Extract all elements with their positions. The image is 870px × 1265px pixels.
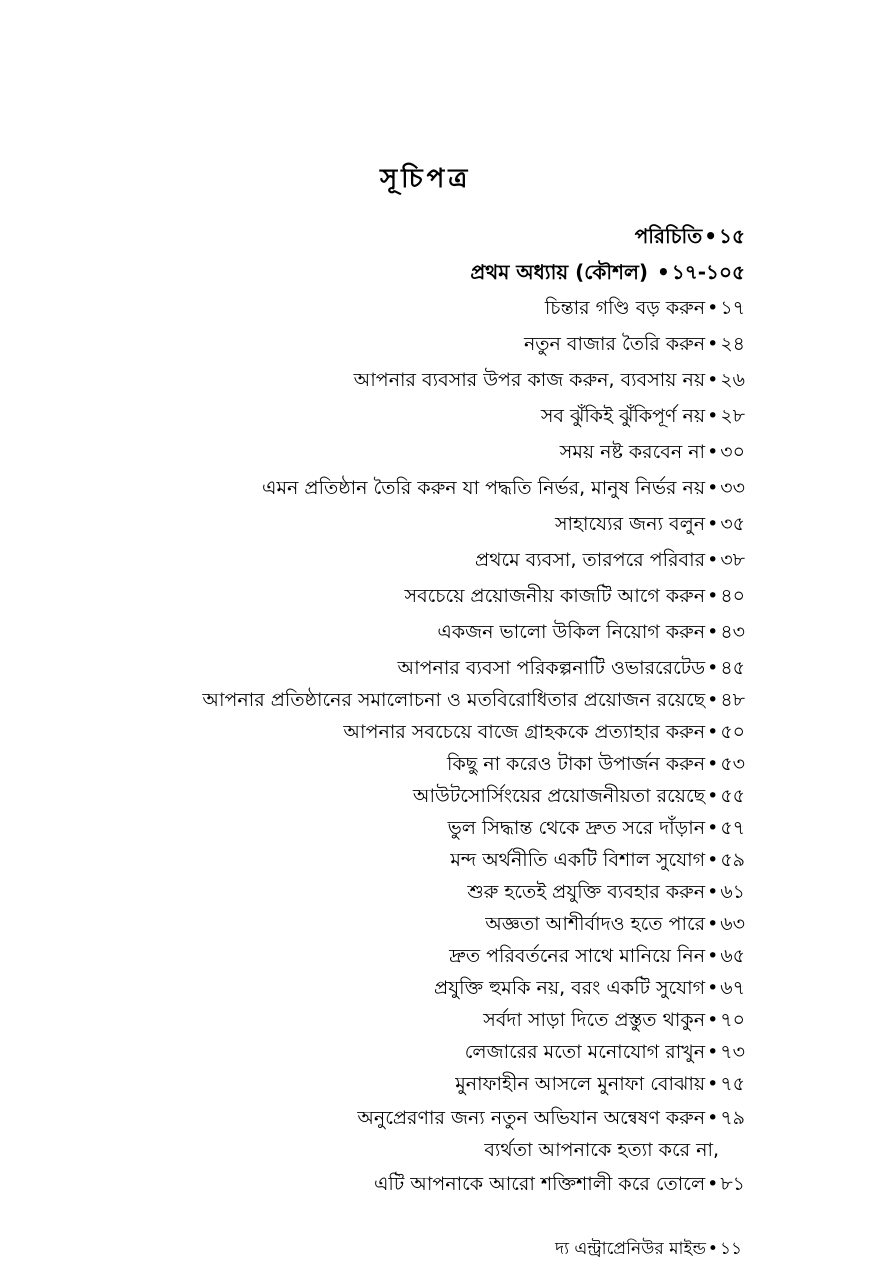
bullet-separator: • <box>707 1107 719 1129</box>
bullet-separator: • <box>707 369 719 391</box>
toc-entry <box>100 1140 745 1160</box>
toc-entry <box>100 442 745 462</box>
toc-entry-title: ভুল সিদ্ধান্ত থেকে দ্রুত সরে দাঁড়ান <box>447 817 706 839</box>
bullet-separator: • <box>707 441 719 463</box>
bullet-separator: • <box>707 1041 719 1063</box>
toc-entry-page: ৩৫ <box>720 513 745 535</box>
bullet-separator: • <box>707 689 719 711</box>
toc-entry-title: আপনার প্রতিষ্ঠানের সমালোচনা ও মতবিরোধিতার প্রয়োজন রয়েছে <box>202 689 706 711</box>
toc-entry-page: ৬৭ <box>720 977 745 999</box>
toc-entry <box>100 786 745 806</box>
toc-entry-page: ১৭ <box>720 297 745 319</box>
toc-entry-page: ৩০ <box>720 441 745 463</box>
toc-entry-title: সময় নষ্ট করবেন না <box>559 441 706 463</box>
toc-entry-page: ৭০ <box>720 1009 745 1031</box>
toc-entry <box>100 1174 745 1194</box>
toc-entry-title: এটি আপনাকে আরো শক্তিশালী করে তোলে <box>373 1173 706 1195</box>
toc-entry-title: প্রযুক্তি হুমকি নয়, বরং একটি সুযোগ <box>434 977 706 999</box>
toc-entry-title: আপনার ব্যবসা পরিকল্পনাটি ওভাররেটেড <box>397 657 706 679</box>
bullet-separator: • <box>707 785 719 807</box>
toc-entry <box>100 818 745 838</box>
toc-entry <box>100 622 745 642</box>
toc-entry-title: অনুপ্রেরণার জন্য নতুন অভিযান অন্বেষণ করুন <box>357 1107 706 1129</box>
toc-entry-page: ২৮ <box>720 405 745 427</box>
toc-entry-title: একজন ভালো উকিল নিয়োগ করুন <box>437 621 706 643</box>
toc-entry <box>100 978 745 998</box>
toc-entry-title: মন্দ অর্থনীতি একটি বিশাল সুযোগ <box>450 849 706 871</box>
toc-entry-page: ৬৫ <box>720 945 745 967</box>
toc-entry-title: সব ঝুঁকিই ঝুঁকিপূর্ণ নয় <box>540 405 706 427</box>
toc-entry-page: ৫৯ <box>720 849 745 871</box>
toc-entry <box>100 1074 745 1094</box>
footer-page-number: ১১ <box>719 1239 742 1259</box>
toc-entry <box>100 882 745 902</box>
bullet-separator: • <box>704 224 718 248</box>
toc-entry-page: ৬৩ <box>720 913 745 935</box>
toc-entry <box>100 226 745 246</box>
toc-entry-title: মুনাফাহীন আসলে মুনাফা বোঝায় <box>455 1073 706 1095</box>
bullet-separator: • <box>707 621 719 643</box>
toc-entry <box>100 478 745 498</box>
toc-entry-title: কিছু না করেও টাকা উপার্জন করুন <box>447 753 706 775</box>
toc-entry <box>100 658 745 678</box>
bullet-separator: • <box>707 585 719 607</box>
toc-entry-title: সর্বদা সাড়া দিতে প্রস্তুত থাকুন <box>483 1009 706 1031</box>
toc-entry-title: পরিচিতি <box>634 224 703 248</box>
bullet-separator: • <box>707 1073 719 1095</box>
toc-entry-title: এমন প্রতিষ্ঠান তৈরি করুন যা পদ্ধতি নির্ভর, মানুষ নির্ভর নয় <box>262 477 706 499</box>
toc-entry-page: ২৪ <box>720 333 745 355</box>
toc-entry-title: অজ্ঞতা আশীর্বাদও হতে পারে <box>485 913 706 935</box>
toc-entry-page: ১৫ <box>719 224 745 248</box>
toc-entry <box>100 914 745 934</box>
bullet-separator: • <box>707 817 719 839</box>
table-of-contents <box>100 226 745 1194</box>
toc-entry-title: আপনার ব্যবসার উপর কাজ করুন, ব্যবসায় নয় <box>353 369 706 391</box>
toc-entry-page: ৫০ <box>720 721 745 743</box>
bullet-separator: • <box>707 753 719 775</box>
toc-entry <box>100 754 745 774</box>
toc-entry <box>100 550 745 570</box>
bullet-separator: • <box>707 657 719 679</box>
toc-entry-page: ৪৮ <box>720 689 745 711</box>
toc-entry-title: প্রথম অধ্যায় (কৌশল) <box>470 260 655 284</box>
toc-entry-page: ৫৫ <box>720 785 745 807</box>
toc-entry-title: চিন্তার গণ্ডি বড় করুন <box>544 297 706 319</box>
bullet-separator: • <box>707 881 719 903</box>
page-heading: সূচিপত্র <box>380 164 472 194</box>
bullet-separator: • <box>707 1173 719 1195</box>
bullet-separator: • <box>707 513 719 535</box>
toc-entry <box>100 1042 745 1062</box>
toc-entry-page: ৬১ <box>720 881 745 903</box>
toc-entry-page: ১৭-১০৫ <box>671 260 745 284</box>
toc-entry-title: সাহায্যের জন্য বলুন <box>554 513 706 535</box>
toc-entry <box>100 850 745 870</box>
bullet-separator: • <box>707 721 719 743</box>
bullet-separator: • <box>707 945 719 967</box>
toc-entry-page: ৪০ <box>720 585 745 607</box>
toc-entry <box>100 1010 745 1030</box>
toc-entry <box>100 406 745 426</box>
footer-book-title: দ্য এন্ট্রাপ্রেনিউর মাইন্ড <box>555 1239 706 1259</box>
toc-entry-title: নতুন বাজার তৈরি করুন <box>523 333 706 355</box>
toc-entry <box>100 722 745 742</box>
bullet-separator: • <box>707 477 719 499</box>
toc-entry <box>100 298 745 318</box>
toc-entry-page: ৫৩ <box>720 753 745 775</box>
toc-entry-page: ৩৮ <box>720 549 745 571</box>
toc-entry-page: ২৬ <box>720 369 745 391</box>
toc-entry-title: লেজারের মতো মনোযোগ রাখুন <box>464 1041 706 1063</box>
toc-entry <box>100 690 745 710</box>
toc-entry <box>100 514 745 534</box>
bullet-separator: • <box>707 333 719 355</box>
toc-entry-page: ৭৩ <box>720 1041 745 1063</box>
bullet-separator: • <box>707 977 719 999</box>
bullet-separator: • <box>707 913 719 935</box>
toc-entry <box>100 370 745 390</box>
toc-entry-title: দ্রুত পরিবর্তনের সাথে মানিয়ে নিন <box>449 945 706 967</box>
bullet-separator: • <box>656 260 670 284</box>
toc-entry-title: আপনার সবচেয়ে বাজে গ্রাহককে প্রত্যাহার করুন <box>343 721 706 743</box>
bullet-separator: • <box>707 849 719 871</box>
bullet-separator: • <box>707 405 719 427</box>
toc-entry-page: ৪৩ <box>720 621 745 643</box>
toc-entry <box>100 334 745 354</box>
toc-entry-page: ৭৫ <box>720 1073 745 1095</box>
bullet-separator: • <box>707 549 719 571</box>
running-footer <box>555 1236 742 1264</box>
toc-entry-page: ৭৯ <box>720 1107 745 1129</box>
toc-entry-page: ৪৫ <box>720 657 745 679</box>
toc-entry-title: সবচেয়ে প্রয়োজনীয় কাজটি আগে করুন <box>404 585 706 607</box>
toc-entry-page: ৮১ <box>720 1173 745 1195</box>
toc-entry-title: আউটসোর্সিংয়ের প্রয়োজনীয়তা রয়েছে <box>412 785 706 807</box>
toc-entry-title: প্রথমে ব্যবসা, তারপরে পরিবার <box>475 549 706 571</box>
toc-entry-page: ৩৩ <box>720 477 745 499</box>
toc-entry-page: ৫৭ <box>720 817 745 839</box>
bullet-separator: • <box>707 297 719 319</box>
toc-entry-title: ব্যর্থতা আপনাকে হত্যা করে না, <box>484 1139 719 1161</box>
toc-entry <box>100 262 745 282</box>
bullet-separator: • <box>707 1239 718 1259</box>
toc-entry-title: শুরু হতেই প্রযুক্তি ব্যবহার করুন <box>467 881 706 903</box>
bullet-separator: • <box>707 1009 719 1031</box>
toc-entry <box>100 1108 745 1128</box>
toc-entry <box>100 586 745 606</box>
toc-entry <box>100 946 745 966</box>
